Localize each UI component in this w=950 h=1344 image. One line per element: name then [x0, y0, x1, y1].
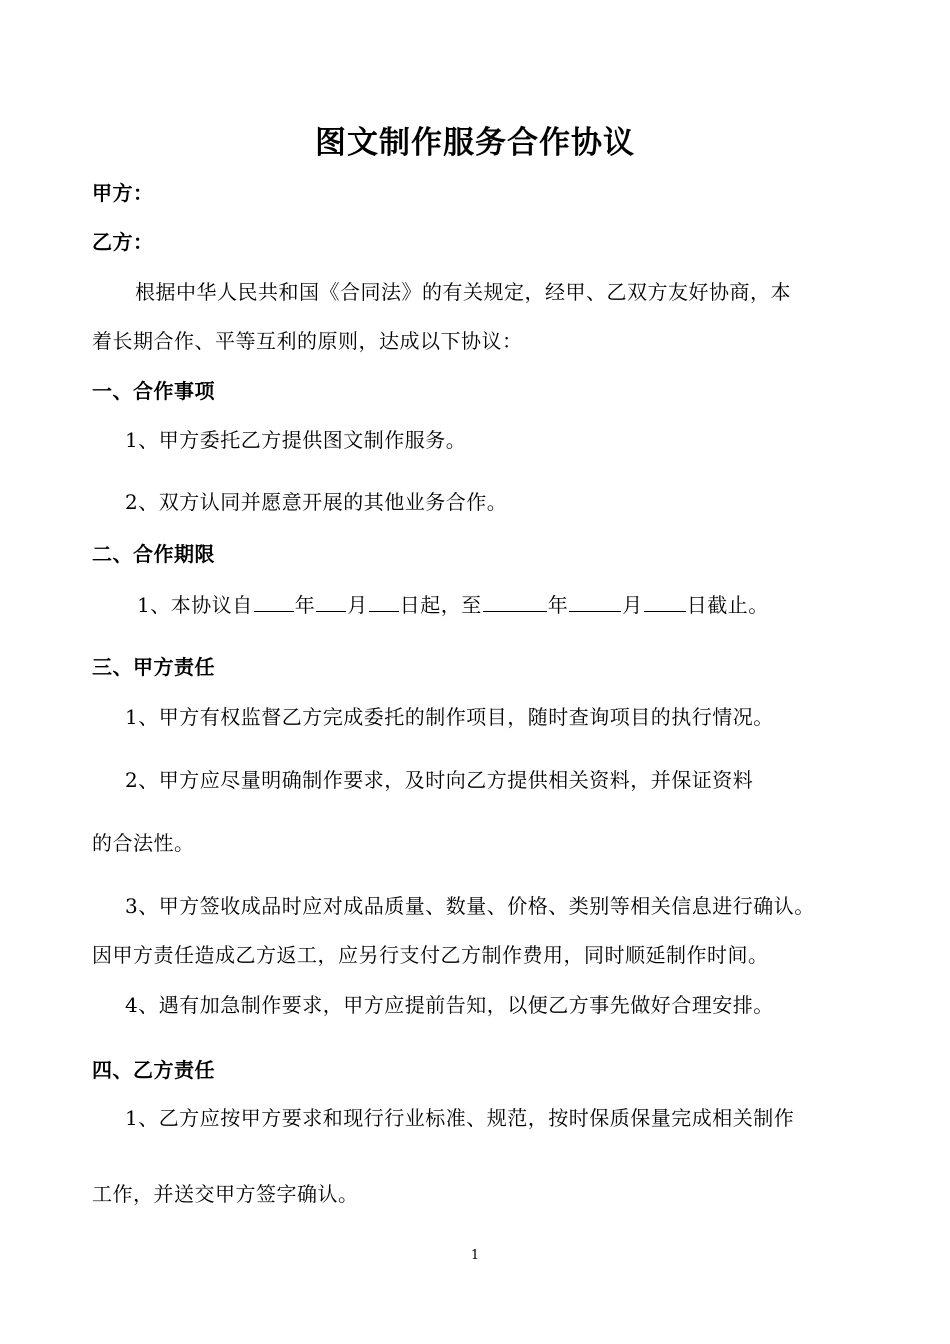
clause-text: 1、甲方有权监督乙方完成委托的制作项目，随时查询项目的执行情况。 [125, 705, 774, 729]
term-year-label: 年 [547, 593, 569, 617]
clause-text: 1、乙方应按甲方要求和现行行业标准、规范，按时保质保量完成相关制作 [125, 1106, 795, 1130]
year-blank [483, 589, 547, 612]
intro-paragraph-line: 着长期合作、平等互利的原则，达成以下协议： [92, 329, 523, 353]
term-clause [137, 589, 769, 619]
year-blank [254, 589, 294, 612]
day-blank [369, 589, 399, 612]
term-day-label: 日起，至 [399, 593, 482, 617]
month-blank [316, 589, 346, 612]
section-heading: 三、甲方责任 [92, 655, 215, 679]
section-heading: 四、乙方责任 [92, 1058, 215, 1082]
party-a-label: 甲方： [92, 181, 154, 205]
clause-text: 3、甲方签收成品时应对成品质量、数量、价格、类别等相关信息进行确认。 [125, 894, 815, 918]
term-year-label: 年 [294, 593, 316, 617]
clause-text: 1、甲方委托乙方提供图文制作服务。 [125, 428, 467, 452]
page-number: 1 [470, 1248, 480, 1263]
party-b-label: 乙方： [92, 230, 154, 254]
month-blank [569, 589, 621, 612]
day-blank [644, 589, 686, 612]
clause-text: 因甲方责任造成乙方返工，应另行支付乙方制作费用，同时顺延制作时间。 [92, 943, 769, 967]
section-heading: 一、合作事项 [92, 379, 215, 403]
term-prefix: 1、本协议自 [137, 593, 253, 617]
term-month-label: 月 [622, 593, 643, 617]
document-title: 图文制作服务合作协议 [315, 125, 635, 161]
intro-paragraph-line: 根据中华人民共和国《合同法》的有关规定，经甲、乙双方友好协商，本 [135, 280, 791, 304]
clause-text: 2、甲方应尽量明确制作要求，及时向乙方提供相关资料，并保证资料 [125, 768, 754, 792]
clause-text: 工作，并送交甲方签字确认。 [92, 1182, 359, 1206]
clause-text: 的合法性。 [92, 831, 195, 855]
term-month-label: 月 [347, 593, 368, 617]
clause-text: 4、遇有加急制作要求，甲方应提前告知，以便乙方事先做好合理安排。 [125, 993, 774, 1017]
section-heading: 二、合作期限 [92, 542, 215, 566]
term-end-label: 日截止。 [686, 593, 769, 617]
clause-text: 2、双方认同并愿意开展的其他业务合作。 [125, 490, 508, 514]
